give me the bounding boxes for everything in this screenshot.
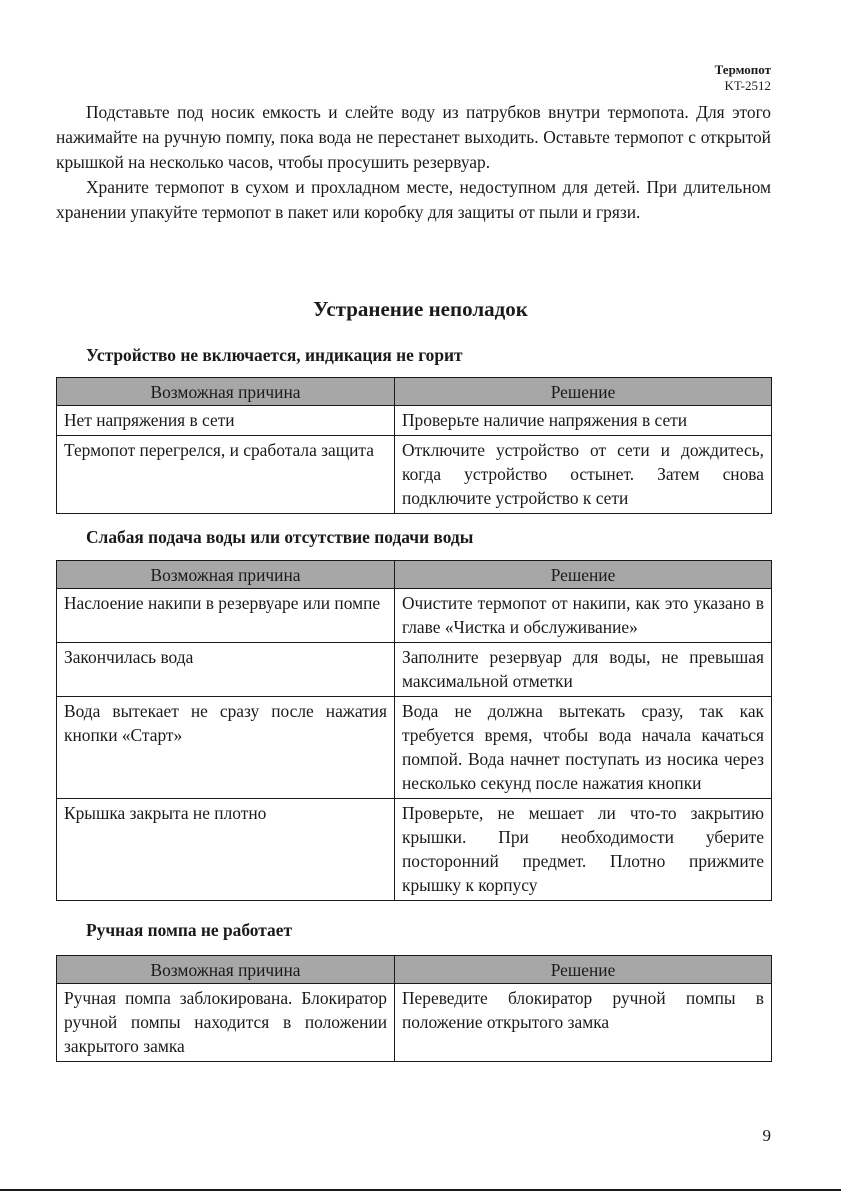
solution-cell: Заполните резервуар для воды, не превышая максимальной отметки — [395, 643, 772, 697]
troubleshooting-table — [56, 377, 772, 514]
solution-cell: Проверьте наличие напряжения в сети — [395, 406, 772, 436]
table-row — [57, 406, 772, 436]
bottom-divider — [0, 1189, 841, 1191]
cause-cell: Крышка закрыта не плотно — [57, 799, 395, 901]
cause-cell: Ручная помпа заблокирована. Блокиратор ручной помпы находится в положении закрытого замка — [57, 984, 395, 1062]
table-row — [57, 799, 772, 901]
column-header-cause: Возможная причина — [57, 561, 395, 589]
solution-cell: Проверьте, не мешает ли что-то закрытию крышки. При необходимости уберите посторонний предмет. Плотно прижмите крышку к корпусу — [395, 799, 772, 901]
column-header-cause: Возможная причина — [57, 378, 395, 406]
product-model: KT-2512 — [724, 78, 771, 93]
intro-text — [56, 100, 771, 225]
page-number: 9 — [762, 1126, 771, 1145]
page-header — [715, 62, 771, 94]
solution-cell: Переведите блокиратор ручной помпы в положение открытого замка — [395, 984, 772, 1062]
column-header-solution: Решение — [395, 561, 772, 589]
troubleshooting-table — [56, 955, 772, 1062]
table-row — [57, 436, 772, 514]
cause-cell: Термопот перегрелся, и сработала защита — [57, 436, 395, 514]
table-heading: Устройство не включается, индикация не горит — [86, 345, 463, 365]
table-row — [57, 984, 772, 1062]
solution-cell: Вода не должна вытекать сразу, так как требуется время, чтобы вода начала качаться помпой. Вода начнет поступать из носика через несколько секунд после нажатия кнопки — [395, 697, 772, 799]
table-heading: Слабая подача воды или отсутствие подачи воды — [86, 527, 474, 547]
solution-cell: Очистите термопот от накипи, как это указано в главе «Чистка и обслуживание» — [395, 589, 772, 643]
intro-paragraph: Храните термопот в сухом и прохладном месте, недоступном для детей. При длительном хранении упакуйте термопот в пакет или коробку для защиты от пыли и грязи. — [56, 177, 771, 222]
intro-paragraph: Подставьте под носик емкость и слейте воду из патрубков внутри термопота. Для этого нажимайте на ручную помпу, пока вода не перестанет выходить. Оставьте термопот с открытой крышкой на несколько часов, чтобы просушить резервуар. — [56, 102, 771, 172]
table-row — [57, 589, 772, 643]
solution-cell: Отключите устройство от сети и дождитесь, когда устройство остынет. Затем снова подключите устройство к сети — [395, 436, 772, 514]
column-header-solution: Решение — [395, 956, 772, 984]
cause-cell: Нет напряжения в сети — [57, 406, 395, 436]
cause-cell: Вода вытекает не сразу после нажатия кнопки «Старт» — [57, 697, 395, 799]
table-row — [57, 697, 772, 799]
column-header-cause: Возможная причина — [57, 956, 395, 984]
table-heading: Ручная помпа не работает — [86, 920, 292, 940]
cause-cell: Закончилась вода — [57, 643, 395, 697]
product-title: Термопот — [714, 62, 771, 77]
cause-cell: Наслоение накипи в резервуаре или помпе — [57, 589, 395, 643]
table-row — [57, 643, 772, 697]
troubleshooting-table — [56, 560, 772, 901]
section-title: Устранение неполадок — [313, 297, 528, 321]
column-header-solution: Решение — [395, 378, 772, 406]
